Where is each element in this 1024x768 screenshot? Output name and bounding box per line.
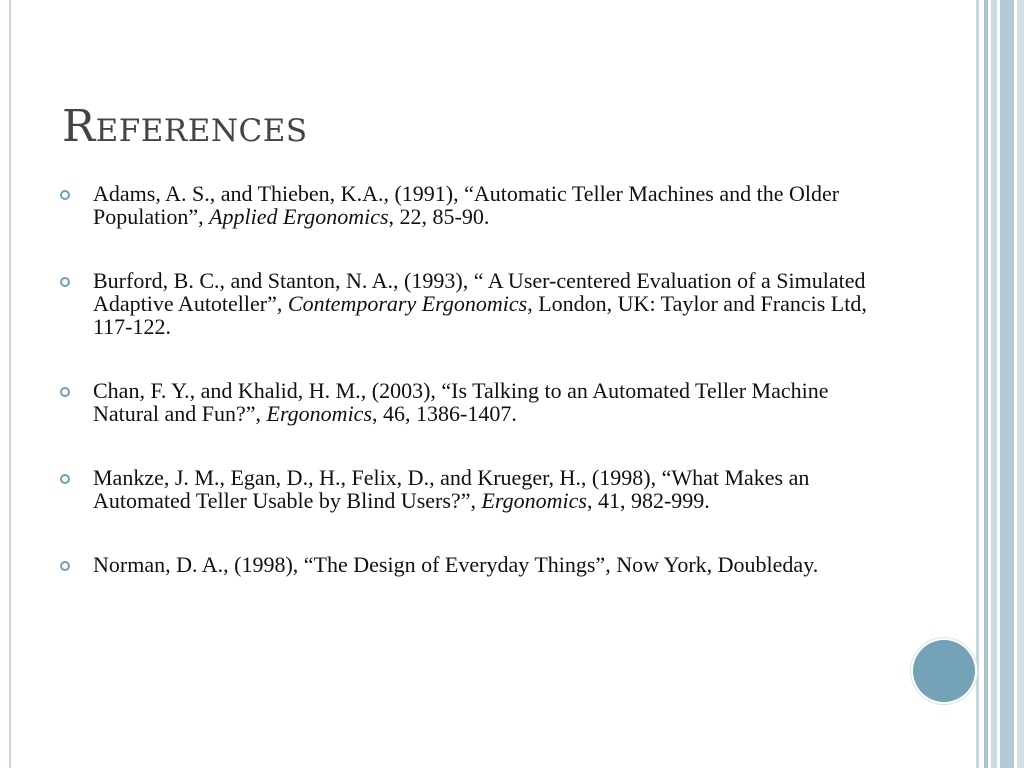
reference-details: , 22, 85-90.: [388, 204, 490, 229]
reference-journal: Applied Ergonomics: [209, 204, 389, 229]
stripe: [991, 0, 997, 768]
stripe: [1017, 0, 1024, 768]
stripe: [984, 0, 988, 768]
bullet-circle-icon: [60, 190, 70, 200]
reference-journal: Ergonomics: [266, 401, 373, 426]
stripe: [1000, 0, 1014, 768]
reference-item: [60, 269, 890, 338]
reference-details: , London, UK: Taylor and Francis Ltd, 117-122.: [93, 291, 867, 339]
reference-item: [60, 182, 890, 228]
reference-item: [60, 553, 890, 576]
bullet-circle-icon: [60, 474, 70, 484]
reference-item: [60, 466, 890, 512]
reference-text: Burford, B. C., and Stanton, N. A., (1993), “ A User-centered Evaluation of a Simulated Adaptive Autoteller”,: [93, 268, 866, 316]
stripe: [976, 0, 979, 768]
decorative-circle: [913, 640, 975, 702]
reference-text: Mankze, J. M., Egan, D., H., Felix, D., and Krueger, H., (1998), “What Makes an Automated Teller Usable by Blind Users?”,: [93, 465, 810, 513]
right-decorative-stripes: [976, 0, 1024, 768]
reference-journal: Contemporary Ergonomics: [287, 291, 528, 316]
reference-text: Norman, D. A., (1998), “The Design of Everyday Things”, Now York, Doubleday.: [93, 552, 819, 577]
left-frame-line: [9, 0, 11, 768]
bullet-circle-icon: [60, 277, 70, 287]
slide-title: References: [62, 101, 308, 152]
reference-text: Adams, A. S., and Thieben, K.A., (1991), “Automatic Teller Machines and the Older Population”,: [93, 181, 840, 229]
reference-details: , 46, 1386-1407.: [372, 401, 517, 426]
bullet-circle-icon: [60, 387, 70, 397]
reference-details: , 41, 982-999.: [586, 488, 710, 513]
reference-item: [60, 379, 890, 425]
reference-text: Chan, F. Y., and Khalid, H. M., (2003), “Is Talking to an Automated Teller Machine Natural and Fun?”,: [93, 378, 829, 426]
reference-list: [60, 182, 890, 617]
bullet-circle-icon: [60, 561, 70, 571]
reference-journal: Ergonomics: [481, 488, 587, 513]
